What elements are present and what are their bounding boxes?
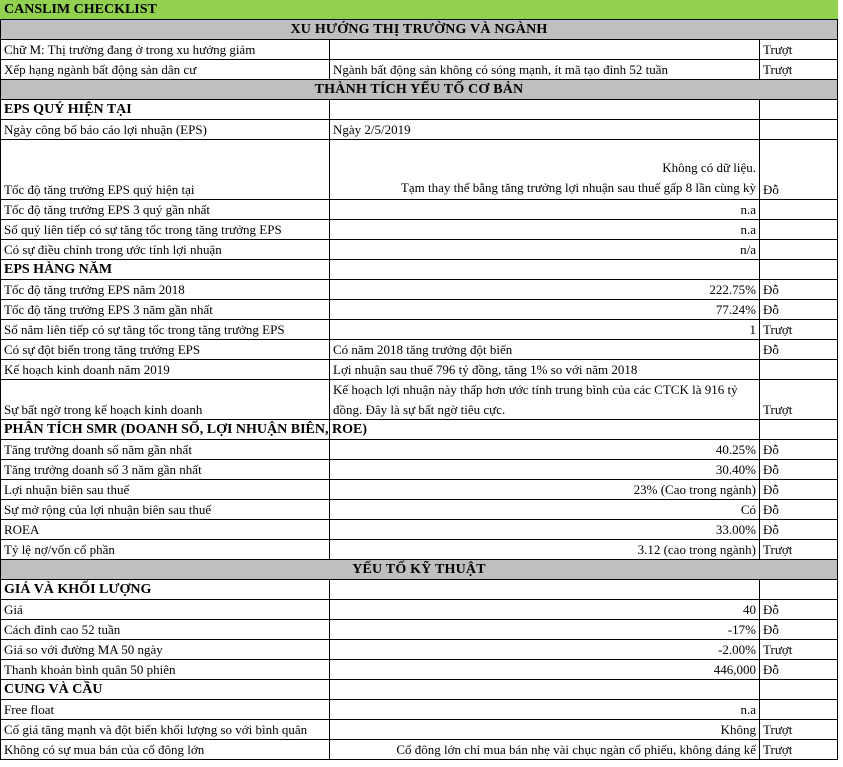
row-value: 33.00% xyxy=(330,520,760,540)
row-label: Sự mở rộng của lợi nhuận biên sau thuế xyxy=(0,500,330,520)
row-status: Đỗ xyxy=(760,440,838,460)
table-row xyxy=(0,200,838,220)
subsection-supply-demand: CUNG VÀ CẦU xyxy=(0,680,330,700)
table-row xyxy=(0,500,838,520)
empty-cell xyxy=(330,100,760,120)
row-status: Trượt xyxy=(760,740,838,760)
table-row xyxy=(0,640,838,660)
row-label: ROEA xyxy=(0,520,330,540)
row-status xyxy=(760,220,838,240)
row-value: 23% (Cao trong ngành) xyxy=(330,480,760,500)
section-header-technical: YẾU TỐ KỸ THUẬT xyxy=(0,560,838,580)
table-row xyxy=(0,380,838,420)
table-row xyxy=(0,600,838,620)
empty-cell xyxy=(760,420,838,440)
table-row xyxy=(0,480,838,500)
row-status xyxy=(760,360,838,380)
empty-cell xyxy=(330,680,760,700)
row-status: Trượt xyxy=(760,380,838,420)
row-status: Đỗ xyxy=(760,620,838,640)
row-value xyxy=(330,380,760,420)
subsection-eps-annual: EPS HÀNG NĂM xyxy=(0,260,330,280)
row-value: -2.00% xyxy=(330,640,760,660)
row-value: 30.40% xyxy=(330,460,760,480)
row-value: Cổ đông lớn chỉ mua bán nhẹ vài chục ngàn cổ phiếu, không đáng kể xyxy=(330,740,760,760)
subsection-row xyxy=(0,580,838,600)
table-row xyxy=(0,300,838,320)
row-label: Có sự đột biến trong tăng trưởng EPS xyxy=(0,340,330,360)
table-row xyxy=(0,320,838,340)
row-label: Tỷ lệ nợ/vốn cổ phần xyxy=(0,540,330,560)
value-line: Tạm thay thế bằng tăng trưởng lợi nhuận sau thuế gấp 8 lần cùng kỳ xyxy=(400,180,756,195)
row-value: 40 xyxy=(330,600,760,620)
row-status: Đỗ xyxy=(760,340,838,360)
row-value: Ngành bất động sản không có sóng mạnh, ít mã tạo đỉnh 52 tuần xyxy=(330,60,760,80)
row-status: Trượt xyxy=(760,720,838,740)
row-label: Tăng trưởng doanh số năm gần nhất xyxy=(0,440,330,460)
row-status: Đỗ xyxy=(760,520,838,540)
row-label: Giá so với đường MA 50 ngày xyxy=(0,640,330,660)
row-status: Đỗ xyxy=(760,280,838,300)
row-status: Trượt xyxy=(760,640,838,660)
row-label: Sự bất ngờ trong kế hoạch kinh doanh xyxy=(0,380,330,420)
table-row xyxy=(0,60,838,80)
row-label: Tăng trưởng doanh số 3 năm gần nhất xyxy=(0,460,330,480)
empty-cell xyxy=(330,580,760,600)
row-status: Đỗ xyxy=(760,140,838,200)
row-status: Đỗ xyxy=(760,460,838,480)
row-label: Lợi nhuận biên sau thuế xyxy=(0,480,330,500)
row-value: 222.75% xyxy=(330,280,760,300)
row-status: Trượt xyxy=(760,540,838,560)
row-value: n.a xyxy=(330,220,760,240)
table-row xyxy=(0,520,838,540)
empty-cell xyxy=(760,100,838,120)
row-label: Free float xyxy=(0,700,330,720)
row-label: Cách đỉnh cao 52 tuần xyxy=(0,620,330,640)
table-row xyxy=(0,540,838,560)
row-status xyxy=(760,200,838,220)
row-status: Trượt xyxy=(760,60,838,80)
row-value: n.a xyxy=(330,700,760,720)
row-label: Tốc độ tăng trưởng EPS 3 quý gần nhất xyxy=(0,200,330,220)
table-row xyxy=(0,360,838,380)
table-row xyxy=(0,120,838,140)
table-row xyxy=(0,740,838,760)
empty-cell xyxy=(760,680,838,700)
subsection-row xyxy=(0,100,838,120)
subsection-eps-quarter: EPS QUÝ HIỆN TẠI xyxy=(0,100,330,120)
row-value: Không xyxy=(330,720,760,740)
row-label: Xếp hạng ngành bất động sản dân cư xyxy=(0,60,330,80)
row-value: -17% xyxy=(330,620,760,640)
row-status: Đỗ xyxy=(760,600,838,620)
section-header-market: XU HƯỚNG THỊ TRƯỜNG VÀ NGÀNH xyxy=(0,20,838,40)
row-value: 77.24% xyxy=(330,300,760,320)
section-header-fundamental: THÀNH TÍCH YẾU TỐ CƠ BẢN xyxy=(0,80,838,100)
row-label: Tốc độ tăng trưởng EPS 3 năm gần nhất xyxy=(0,300,330,320)
table-row xyxy=(0,40,838,60)
subsection-row xyxy=(0,680,838,700)
row-label: Chữ M: Thị trường đang ở trong xu hướng giảm xyxy=(0,40,330,60)
empty-cell xyxy=(760,580,838,600)
row-label: Số năm liên tiếp có sự tăng tốc trong tăng trưởng EPS xyxy=(0,320,330,340)
empty-cell xyxy=(330,260,760,280)
table-row xyxy=(0,440,838,460)
table-row xyxy=(0,460,838,480)
row-label: Có sự điều chỉnh trong ước tính lợi nhuận xyxy=(0,240,330,260)
row-value xyxy=(330,40,760,60)
row-label: Số quý liên tiếp có sự tăng tốc trong tăng trưởng EPS xyxy=(0,220,330,240)
row-label: Không có sự mua bán của cổ đông lớn xyxy=(0,740,330,760)
table-row xyxy=(0,700,838,720)
subsection-smr: PHÂN TÍCH SMR (DOANH SỐ, LỢI NHUẬN BIÊN, ROE) xyxy=(0,420,330,440)
row-label: Cổ giá tăng mạnh và đột biến khối lượng so với bình quân xyxy=(0,720,330,740)
row-label: Kế hoạch kinh doanh năm 2019 xyxy=(0,360,330,380)
table-row xyxy=(0,220,838,240)
row-label: Tốc độ tăng trưởng EPS năm 2018 xyxy=(0,280,330,300)
row-value: n.a xyxy=(330,200,760,220)
row-label: Giá xyxy=(0,600,330,620)
subsection-row xyxy=(0,260,838,280)
row-status xyxy=(760,120,838,140)
row-label: Thanh khoản bình quân 50 phiên xyxy=(0,660,330,680)
row-label: Ngày công bố báo cáo lợi nhuận (EPS) xyxy=(0,120,330,140)
row-status: Trượt xyxy=(760,320,838,340)
row-value: Lợi nhuận sau thuế 796 tỷ đồng, tăng 1% so với năm 2018 xyxy=(330,360,760,380)
table-row xyxy=(0,140,838,200)
table-row xyxy=(0,660,838,680)
table-row xyxy=(0,620,838,640)
row-status xyxy=(760,700,838,720)
empty-cell xyxy=(330,420,760,440)
row-value: 446,000 xyxy=(330,660,760,680)
subsection-price-volume: GIÁ VÀ KHỐI LƯỢNG xyxy=(0,580,330,600)
empty-cell xyxy=(760,260,838,280)
table-row xyxy=(0,240,838,260)
row-value: Có xyxy=(330,500,760,520)
row-value: 1 xyxy=(330,320,760,340)
row-status: Trượt xyxy=(760,40,838,60)
value-text: Kế hoạch lợi nhuận này thấp hơn ước tính trung bình của các CTCK là 916 tỷ đồng. Đây là sự bất ngờ tiêu cực. xyxy=(333,382,738,417)
row-value: Ngày 2/5/2019 xyxy=(330,120,760,140)
sheet-title-text: CANSLIM CHECKLIST xyxy=(4,2,157,17)
table-row xyxy=(0,720,838,740)
row-value xyxy=(330,140,760,200)
row-status: Đỗ xyxy=(760,660,838,680)
value-line: Không có dữ liệu. xyxy=(662,160,756,175)
row-label: Tốc độ tăng trưởng EPS quý hiện tại xyxy=(0,140,330,200)
row-value: 3.12 (cao trong ngành) xyxy=(330,540,760,560)
row-status: Đỗ xyxy=(760,300,838,320)
row-value: n/a xyxy=(330,240,760,260)
row-status xyxy=(760,240,838,260)
row-status: Đỗ xyxy=(760,500,838,520)
sheet-title xyxy=(0,0,838,20)
row-status: Đỗ xyxy=(760,480,838,500)
row-value: 40.25% xyxy=(330,440,760,460)
row-value: Có năm 2018 tăng trưởng đột biến xyxy=(330,340,760,360)
table-row xyxy=(0,340,838,360)
table-row xyxy=(0,280,838,300)
subsection-row xyxy=(0,420,838,440)
